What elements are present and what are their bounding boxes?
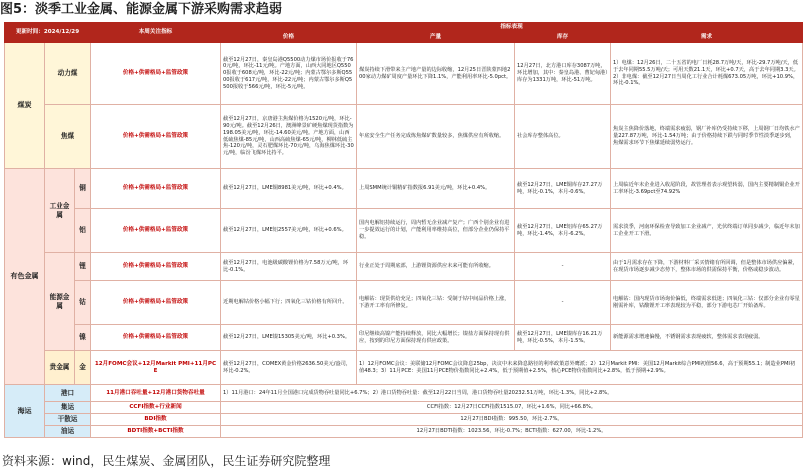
row-name-nickel: 镍 xyxy=(75,325,91,351)
output-header: 产量 xyxy=(357,33,515,43)
price-lithium: 截至12月27日，电池级碳酸锂价格为7.58万元/吨，环比-0.1%。 xyxy=(221,253,357,281)
logic-port: 11月港口吞吐量+12月港口货物吞吐量 xyxy=(91,385,221,402)
indicators-dry: 12月27日BDI指数：995.50，环比-2.7%。 xyxy=(221,414,803,426)
stock-copper: 截至12月27日，LME铜库存27.27万吨，环比-0.1%，本月-0.6%。 xyxy=(515,169,611,209)
demand-header: 需求 xyxy=(611,33,803,43)
indicators-tanker: 12月27日BDTI指数：1023.56，环比-0.7%；BCTI指数：627.00，环比-1.2%。 xyxy=(221,426,803,438)
sector-coal: 煤炭 xyxy=(5,43,45,169)
row-name-thermal: 动力煤 xyxy=(45,43,91,105)
sub-sector-industrial: 工业金属 xyxy=(45,169,75,253)
output-coking: 年底安全生产任务完成炼焦煤矿数量较多，焦煤供应有所收缩。 xyxy=(357,105,515,169)
indicators-gold: 1）12月FOMC会议：美联储12月FOMC会议降息25bp，决议中未来降息路径的利率政策意外鹰派；2）12月Markit PMI：美国12月Markit综合PMI初值56.6，高于预期55.1；制造业PMI初值48.3；3）11月PCE：美国11月PCE物价指数同比+2.4%，低于预期值+2.5%，核心PCE物价指数同比+2.8%，低于预期+2.9%。 xyxy=(357,351,803,385)
logic-container: CCFI指数+行业新闻 xyxy=(91,402,221,414)
logic-copper: 价格+供需格局+监管政策 xyxy=(91,169,221,209)
stock-nickel: 截至12月27日，LME镍库存16.21万吨，环比-0.5%，本月-1.5%。 xyxy=(515,325,611,351)
demand-cobalt: 电解钴：国内现货市场询价偏低，终端需求低迷；四氧化三钴：仅部分企业有零星刚需补库，钴酸锂开工率表现较为平稳，部分下游电芯厂开始备库。 xyxy=(611,281,803,325)
logic-thermal: 价格+供需格局+监管政策 xyxy=(91,43,221,105)
logic-gold: 12月FOMC会议+12月Markit PMI+11月PCE xyxy=(91,351,221,385)
row-name-tanker: 油运 xyxy=(45,426,91,438)
row-name-container: 集运 xyxy=(45,402,91,414)
page-title: 图5：淡季工业金属、能源金属下游采购需求趋弱 xyxy=(0,2,283,17)
output-thermal: 煤炭持续下滑带来主产地产量的边际收缩，12月25日晋陕蒙四地200家动力煤矿周度产量环比下降1.1%，产能利用率环比-5.0pct。 xyxy=(357,43,515,105)
logic-dry: BDI指数 xyxy=(91,414,221,426)
price-copper: 截至12月27日，LME铜8981美元/吨，环比+0.4%。 xyxy=(221,169,357,209)
row-name-aluminum: 铝 xyxy=(75,209,91,253)
indicator-table xyxy=(4,22,803,438)
price-cobalt: 近期电解钴价格小幅下行；四氧化三钴价格有所回升。 xyxy=(221,281,357,325)
stock-aluminum: 截至12月27日，LME铝库存65.27万吨，环比-1.4%，本月-6.2%。 xyxy=(515,209,611,253)
stock-header: 库存 xyxy=(515,33,611,43)
row-name-gold: 金 xyxy=(75,351,91,385)
sector-shipping: 海运 xyxy=(5,385,45,438)
row-name-copper: 铜 xyxy=(75,169,91,209)
stock-lithium: - xyxy=(515,253,611,281)
demand-aluminum: 需求淡季，河南环保检查导致加工企业减产，光伏终端订单同步减少，临近年末加工企业开工下滑。 xyxy=(611,209,803,253)
row-name-lithium: 锂 xyxy=(75,253,91,281)
demand-coking: 焦炭主焦降价落地，终端需求疲弱，钢厂补库仍受持续下移，上周钢厂日均铁水产量227.87万吨，环比-1.54万吨；由于价格持续下跌与同时季节性淡季逐步到，焦煤需求环节下焦煤延续弱势运行。 xyxy=(611,105,803,169)
logic-lithium: 价格+供需格局+监管政策 xyxy=(91,253,221,281)
source-note: 资料来源：wind，民生煤炭、金属团队，民生证券研究院整理 xyxy=(2,454,331,468)
stock-cobalt: - xyxy=(515,281,611,325)
stock-thermal: 12月27日，北方港口库存3087万吨，环比增加，其中：秦皇岛港、曹妃甸港）库存为1331万吨，环比-51万吨。 xyxy=(515,43,611,105)
sub-sector-precious: 贵金属 xyxy=(45,351,75,385)
output-cobalt: 电解钴：现货供给充足；四氧化三钴：受制于钴中间品价格上涨，下游开工率有所修复。 xyxy=(357,281,515,325)
indicator-group-header: 指标表现 xyxy=(221,23,803,33)
logic-header: 本周关注指标 xyxy=(91,23,221,43)
demand-copper: 上周临近年末企业进入收尾阶段，故管理者表示观望转弱，国内主要精制铜企业开工率环比-3.69pct至74.92% xyxy=(611,169,803,209)
demand-thermal: 1）电煤：12月26日，二十五省的电厂日耗28.7万吨/天，环比-29.7万吨/天，低于去年同期55.5万吨/天；可用天数21.1天，环比+0.7天，高于去年同期3.3天。2）非电煤：截至12月27日当周化工行业合计耗煤673.05万吨，环比+10.9%，环比-0.1%。 xyxy=(611,43,803,105)
stock-coking: 社会库存整体高位。 xyxy=(515,105,611,169)
row-name-port: 港口 xyxy=(45,385,91,402)
logic-tanker: BDTI指数+BCTI指数 xyxy=(91,426,221,438)
output-nickel: 印尼继续高镍产能持续释放，同比大幅增长；镍盐方面保持现有供应，按到的印尼方面保持现有供应政策。 xyxy=(357,325,515,351)
price-header: 价格 xyxy=(221,33,357,43)
logic-nickel: 价格+供需格局+监管政策 xyxy=(91,325,221,351)
output-aluminum: 国内电解铝持续运行，周内暂无企业减产复产；广西个别企业有进一步提效运行的计划，产能利用率维持高位，但部分企业仍保持平稳。 xyxy=(357,209,515,253)
update-time-header: 更新时间：2024/12/29 xyxy=(5,23,91,43)
row-name-cobalt: 钴 xyxy=(75,281,91,325)
row-name-coking: 焦煤 xyxy=(45,105,91,169)
price-gold: 截至12月27日，COMEX黄金价格2636.50美元/盎司，环比-0.2%。 xyxy=(221,351,357,385)
logic-cobalt: 价格+供需格局+监管政策 xyxy=(91,281,221,325)
indicators-port: 1）11月港口：24年11月全国港口完成货物吞吐量同比+6.7%；2）港口货物吞吐量：截至12月22日当周，港口货物吞吐量20232.51万吨，环比-1.3%，同比+2.8%。 xyxy=(221,385,803,402)
demand-lithium: 由于1月需求存在下降，下游材料厂采买情绪有所回调，但是整体市场供应偏紧，在现货市场逐步减少态势下，整体市场的供需保持平衡，价格或稳步波动。 xyxy=(611,253,803,281)
demand-nickel: 新能源需求增速偏慢，不锈钢需求表现疲软，整体需求表现疲弱。 xyxy=(611,325,803,351)
output-lithium: 行业正处于周期底部，上游锂资源供应未来可能有所收缩。 xyxy=(357,253,515,281)
logic-coking: 价格+供需格局+监管政策 xyxy=(91,105,221,169)
output-copper: 上周SMM统计铜精矿指数报6.91美元/吨，环比+0.4%。 xyxy=(357,169,515,209)
price-aluminum: 截至12月27日，LME铝2557美元/吨，环比+0.6%。 xyxy=(221,209,357,253)
logic-aluminum: 价格+供需格局+监管政策 xyxy=(91,209,221,253)
sub-sector-energy: 能源金属 xyxy=(45,253,75,351)
indicators-container: CCFI指数：12月27日CCFI指数1515.07，环比+1.6%，同比+66.8%。 xyxy=(221,402,803,414)
price-coking: 截至12月27日，京唐港主焦煤价格为1520元/吨，环比-90元/吨。截至12月26日，澳洲峰景矿硬焦煤现货指数为198.05美元/吨，环比-14.60美元/吨。产地方面，山西低硫焦煤-85元/吨，山西高硫焦煤-65元/吨，柳林低硫主焦-120元/吨，灵石肥煤环比-70元/吨，乌海焦煤环比-30元/吨，临汾飞煤环比持平。 xyxy=(221,105,357,169)
sector-metal: 有色金属 xyxy=(5,169,45,385)
row-name-dry: 干散运 xyxy=(45,414,91,426)
price-nickel: 截至12月27日，LME镍15305美元/吨，环比+0.3%。 xyxy=(221,325,357,351)
price-thermal: 截至12月27日，秦皇岛港Q5500动力煤市场价报收于760元/吨，环比-11元/吨。产地方面，山西大同地区Q5500报收于608元/吨，环比-22元/吨；内蒙古鄂尔多斯Q5500报收于617元/吨，环比-22元/吨；内蒙古鄂尔多斯Q5500报收于566元/吨，环比-5元/吨。 xyxy=(221,43,357,105)
